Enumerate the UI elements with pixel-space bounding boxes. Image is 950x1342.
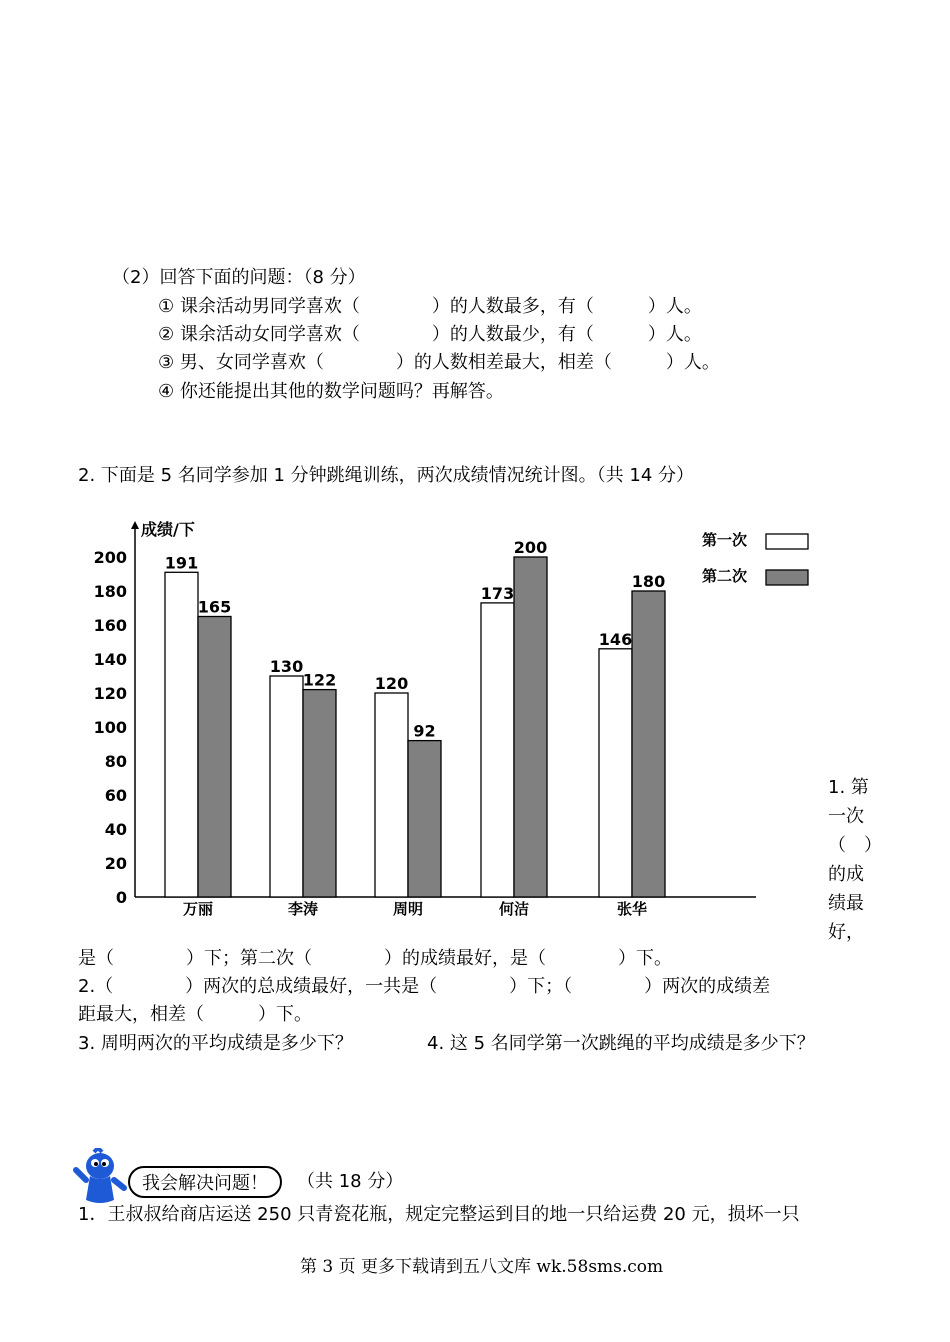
chart-legend bbox=[702, 531, 808, 585]
q2-line-1: 是（ ）下；第二次（ ）的成绩最好，是（ ）下。 bbox=[78, 948, 672, 969]
bar-value-label: 165 bbox=[197, 597, 232, 617]
bar-何洁-第二次 bbox=[514, 557, 547, 897]
section3-problem-1: 1．王叔叔给商店运送 250 只青瓷花瓶，规定完整运到目的地一只给运费 20 元，损坏一只 bbox=[78, 1204, 800, 1225]
bar-万丽-第二次 bbox=[198, 617, 231, 898]
y-tick-label: 180 bbox=[93, 582, 127, 601]
q2-line-4b: 4. 这 5 名同学第一次跳绳的平均成绩是多少下？ bbox=[427, 1033, 815, 1054]
section3-points: （共 18 分） bbox=[297, 1171, 404, 1192]
section3-bubble-label: 我会解决问题！ bbox=[128, 1166, 282, 1198]
bar-周明-第一次 bbox=[375, 693, 408, 897]
bar-张华-第一次 bbox=[599, 649, 632, 897]
y-tick-label: 80 bbox=[104, 752, 127, 771]
legend-label: 第一次 bbox=[702, 531, 748, 549]
legend-label: 第二次 bbox=[702, 567, 748, 585]
bar-value-label: 120 bbox=[374, 674, 409, 693]
y-axis-label: 成绩/下 bbox=[141, 520, 195, 539]
bar-万丽-第一次 bbox=[165, 572, 198, 897]
q2-side-text: 1. 第一次（ ）的成绩最好， bbox=[828, 777, 873, 943]
bar-value-label: 122 bbox=[302, 670, 337, 690]
bars bbox=[165, 538, 665, 897]
bar-value-label: 130 bbox=[269, 657, 304, 676]
bar-周明-第二次 bbox=[408, 741, 441, 897]
q2-line-3: 距最大，相差（ ）下。 bbox=[78, 1004, 312, 1025]
bar-value-label: 191 bbox=[164, 553, 199, 573]
y-axis-arrow bbox=[131, 521, 139, 529]
category-label: 何洁 bbox=[498, 900, 530, 918]
y-tick-labels bbox=[94, 548, 127, 907]
y-tick-label: 120 bbox=[93, 684, 127, 703]
category-label: 万丽 bbox=[182, 900, 214, 918]
y-tick-label: 140 bbox=[93, 650, 127, 669]
y-tick-label: 40 bbox=[104, 820, 127, 839]
q2-line-2: 2.（ ）两次的总成绩最好，一共是（ ）下；（ ）两次的成绩差 bbox=[78, 976, 771, 997]
legend-swatch bbox=[766, 534, 808, 549]
category-labels bbox=[183, 900, 647, 918]
y-tick-label: 100 bbox=[93, 718, 127, 737]
bar-value-label: 146 bbox=[598, 629, 633, 649]
category-label: 李涛 bbox=[287, 900, 319, 918]
section3-title-bubble bbox=[128, 1166, 282, 1198]
mascot-icon bbox=[72, 1148, 128, 1208]
bar-value-label: 92 bbox=[413, 721, 436, 741]
category-label: 张华 bbox=[616, 900, 648, 918]
jump-rope-bar-chart bbox=[78, 515, 828, 920]
q2-line-4a: 3. 周明两次的平均成绩是多少下？ bbox=[78, 1033, 353, 1054]
bar-张华-第二次 bbox=[632, 591, 665, 897]
part2-item-4: ④ 你还能提出其他的数学问题吗？再解答。 bbox=[158, 381, 504, 402]
legend-swatch bbox=[766, 570, 808, 585]
y-tick-label: 60 bbox=[104, 786, 127, 805]
part2-item-1: ① 课余活动男同学喜欢（ ）的人数最多，有（ ）人。 bbox=[158, 296, 702, 317]
part2-item-2: ② 课余活动女同学喜欢（ ）的人数最少，有（ ）人。 bbox=[158, 324, 702, 345]
part2-item-3: ③ 男、女同学喜欢（ ）的人数相差最大，相差（ ）人。 bbox=[158, 352, 720, 373]
page-footer: 第 3 页 更多下载请到五八文库 wk.58sms.com bbox=[300, 1257, 664, 1277]
q2-heading: 2. 下面是 5 名同学参加 1 分钟跳绳训练，两次成绩情况统计图。（共 14 分） bbox=[78, 465, 695, 486]
bar-何洁-第一次 bbox=[481, 603, 514, 897]
category-label: 周明 bbox=[392, 900, 424, 918]
bar-李涛-第一次 bbox=[270, 676, 303, 897]
part2-heading: （2）回答下面的问题：（8 分） bbox=[112, 267, 366, 288]
y-tick-label: 20 bbox=[104, 854, 127, 873]
bar-李涛-第二次 bbox=[303, 690, 336, 897]
bar-value-label: 200 bbox=[513, 538, 548, 557]
bar-value-label: 180 bbox=[631, 572, 666, 591]
y-tick-label: 160 bbox=[93, 616, 127, 635]
y-tick-label: 200 bbox=[93, 548, 127, 567]
y-tick-label: 0 bbox=[115, 888, 127, 907]
bar-value-label: 173 bbox=[480, 583, 515, 603]
